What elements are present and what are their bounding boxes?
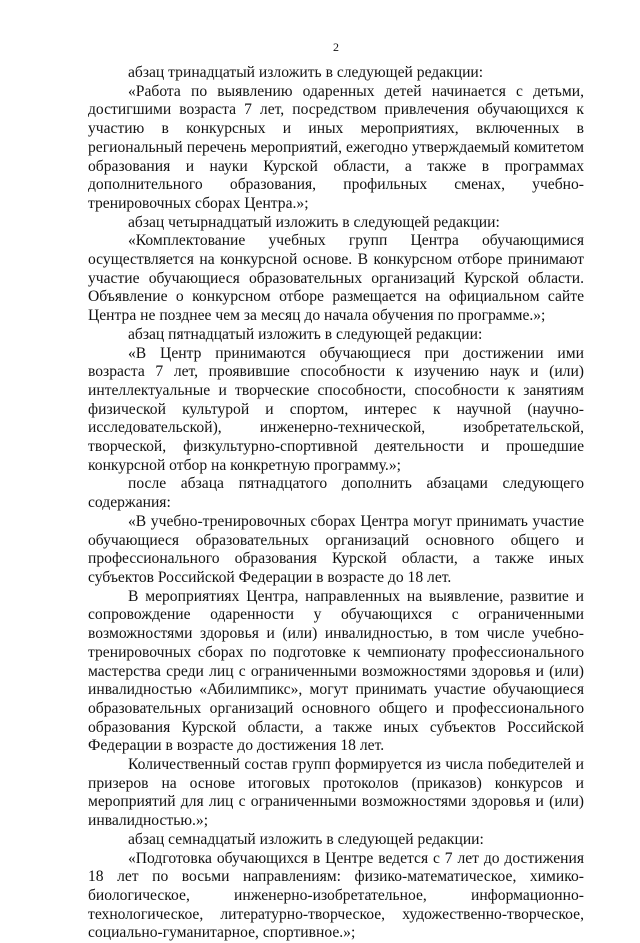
paragraph: «Подготовка обучающихся в Центре ведется с 7 лет до достижения 18 лет по восьми направлениям: физико-математическое, химико-биологическое, инженерно-изобретательное, информационно-технологическое, литературно-творческое, художественно-творческое, социально-гуманитарное, спортивное.»;: [88, 849, 584, 942]
paragraph: «Работа по выявлению одаренных детей начинается с детьми, достигшими возраста 7 лет, посредством привлечения обучающихся к участию в конкурсных и иных мероприятиях, включенных в региональный перечень мероприятий, ежегодно утверждаемый комитетом образования и науки Курской области, а также в программах дополнительного образования, профильных сменах, учебно-тренировочных сборах Центра.»;: [88, 82, 584, 212]
paragraph: абзац пятнадцатый изложить в следующей редакции:: [128, 325, 483, 343]
page-number: 2: [333, 40, 339, 54]
paragraph: абзац четырнадцатый изложить в следующей редакции:: [128, 213, 500, 231]
paragraph: «В Центр принимаются обучающиеся при достижении ими возраста 7 лет, проявившие способности к изучению наук и (или) интеллектуальные и творческие способности, способности к занятиям физической культурой и спортом, интерес к научной (научно-исследовательской), инженерно-технической, изобретательской, творческой, физкультурно-спортивной деятельности и прошедшие конкурсной отбор на конкретную программу.»;: [88, 344, 584, 474]
paragraph: «Комплектование учебных групп Центра обучающимися осуществляется на конкурсной основе. В конкурсном отборе принимают участие обучающиеся образовательных организаций Курской области. Объявление о конкурсном отборе размещается на официальном сайте Центра не позднее чем за месяц до начала обучения по программе.»;: [88, 232, 584, 325]
paragraph: В мероприятиях Центра, направленных на выявление, развитие и сопровождение одаренности у обучающихся с ограниченными возможностями здоровья и (или) инвалидностью, в том числе учебно-тренировочных сборах по подготовке к чемпионату профессионального мастерства среди лиц с ограниченными возможностями здоровья и (или) инвалидностью «Абилимпикс», могут принимать участие обучающиеся образовательных организаций основного общего и профессионального образования Курской области, а также иных субъектов Российской Федерации в возрасте до достижения 18 лет.: [88, 587, 584, 755]
paragraph: после абзаца пятнадцатого дополнить абзацами следующего содержания:: [88, 475, 584, 512]
paragraph: «В учебно-тренировочных сборах Центра могут принимать участие обучающиеся образовательных организаций основного общего и профессионального образования Курской области, а также иных субъектов Российской Федерации в возрасте до 18 лет.: [88, 512, 584, 586]
document-body: [88, 64, 584, 943]
paragraph: абзац семнадцатый изложить в следующей редакции:: [128, 830, 484, 848]
paragraph: Количественный состав групп формируется из числа победителей и призеров на основе итоговых протоколов (приказов) конкурсов и мероприятий для лиц с ограниченными возможностями здоровья и (или) инвалидностью.»;: [88, 756, 584, 830]
paragraph: абзац тринадцатый изложить в следующей редакции:: [128, 64, 484, 81]
